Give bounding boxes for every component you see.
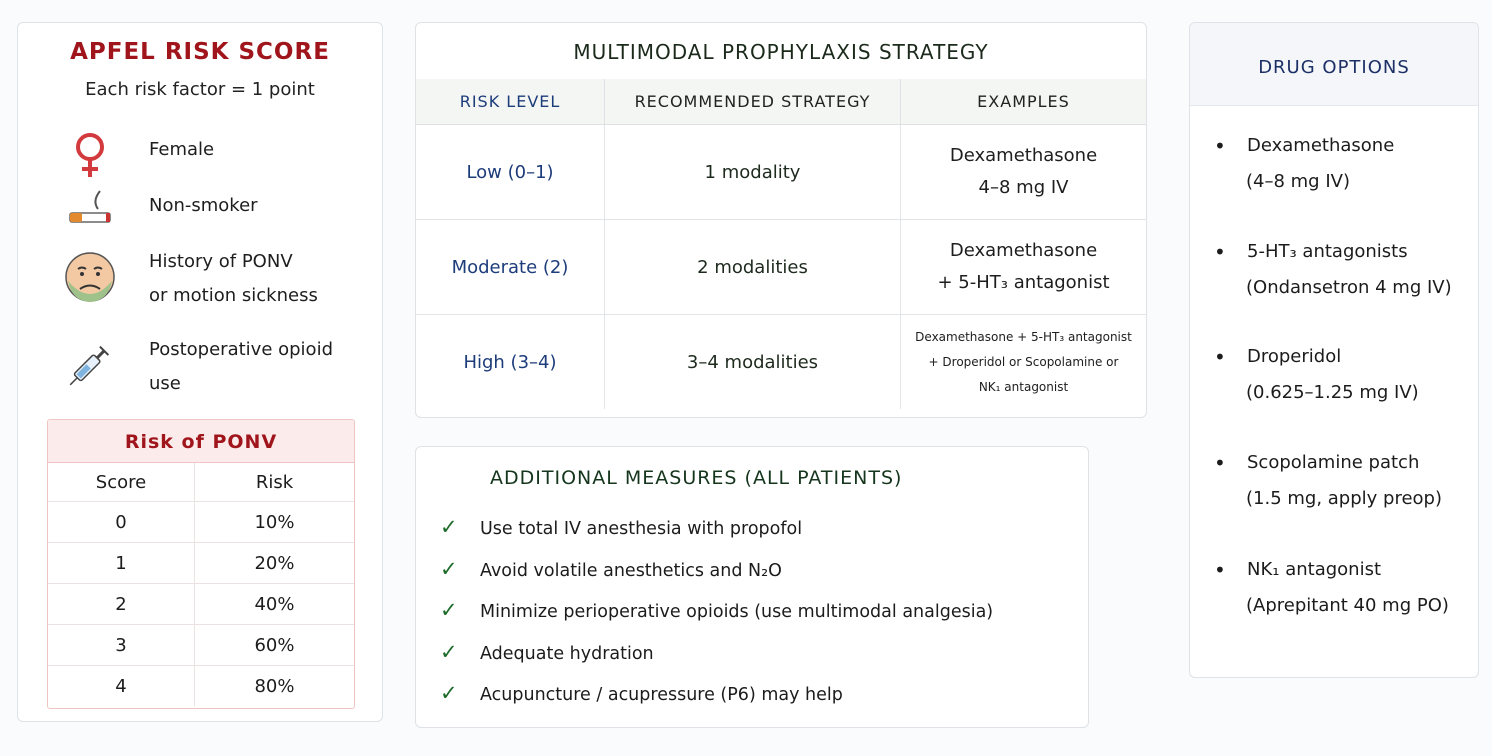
check-icon: ✓ <box>440 515 458 539</box>
female-symbol-icon <box>62 127 118 183</box>
bullet-icon: • <box>1214 558 1226 582</box>
drug-name: Droperidol <box>1247 346 1342 367</box>
list-item <box>440 640 993 682</box>
example-line: NK₁ antagonist <box>978 379 1069 394</box>
factor-label: History of PONV <box>149 251 293 272</box>
measure-text: Minimize perioperative opioids (use multimodal analgesia) <box>480 602 994 622</box>
factor-label: Non-smoker <box>149 195 258 216</box>
table-row <box>48 666 354 707</box>
example-line: + Droperidol or Scopolamine or <box>928 354 1119 369</box>
score-cell: 2 <box>48 584 195 625</box>
apfel-risk-score-card <box>17 22 383 722</box>
table-row <box>48 543 354 584</box>
score-cell: 1 <box>48 543 195 584</box>
example-line: Dexamethasone + 5-HT₃ antagonist <box>915 329 1132 344</box>
ponv-risk-table <box>47 419 355 709</box>
bullet-icon: • <box>1214 345 1226 369</box>
measure-text: Avoid volatile anesthetics and N₂O <box>480 560 782 581</box>
risk-level-cell: Moderate (2) <box>416 220 605 315</box>
example-line: + 5-HT₃ antagonist <box>937 272 1110 293</box>
cigarette-icon <box>62 183 118 239</box>
drug-options-card <box>1189 22 1479 678</box>
risk-table-header-row <box>48 463 354 502</box>
column-header-examples: EXAMPLES <box>901 79 1147 125</box>
score-cell: 3 <box>48 625 195 666</box>
risk-cell: 80% <box>254 675 295 697</box>
apfel-subtitle: Each risk factor = 1 point <box>85 79 315 100</box>
column-header-risk-level: RISK LEVEL <box>416 79 605 125</box>
strategy-card <box>415 22 1147 418</box>
drug-dose: (4–8 mg IV) <box>1246 171 1350 192</box>
risk-factor-ponv-history <box>18 245 382 313</box>
example-line: Dexamethasone <box>949 145 1098 166</box>
syringe-icon <box>62 337 118 393</box>
table-row <box>48 502 354 543</box>
check-icon: ✓ <box>440 639 458 664</box>
drug-dose: (Ondansetron 4 mg IV) <box>1246 277 1452 298</box>
drug-name: NK₁ antagonist <box>1247 559 1382 580</box>
measures-list <box>440 515 993 723</box>
factor-label: Female <box>149 139 215 160</box>
table-row <box>48 584 354 625</box>
drug-dose: (0.625–1.25 mg IV) <box>1246 382 1419 403</box>
examples-cell <box>901 125 1147 220</box>
score-cell: 0 <box>48 502 195 543</box>
additional-measures-card <box>415 446 1089 728</box>
bullet-icon: • <box>1214 134 1226 158</box>
risk-table-grid <box>48 463 354 706</box>
table-row <box>416 125 1146 220</box>
risk-cell: 20% <box>195 543 355 584</box>
list-item <box>440 681 993 723</box>
list-item <box>440 557 993 599</box>
examples-cell <box>901 220 1147 315</box>
check-icon: ✓ <box>440 681 458 705</box>
drug-dose: (Aprepitant 40 mg PO) <box>1246 595 1449 616</box>
measure-text: Use total IV anesthesia with propofol <box>480 519 803 539</box>
strategy-table <box>416 79 1146 409</box>
table-row <box>416 315 1146 410</box>
strategy-header-row <box>416 79 1146 125</box>
bullet-icon: • <box>1214 451 1226 475</box>
drug-dose: (1.5 mg, apply preop) <box>1246 488 1442 509</box>
list-item <box>440 515 993 557</box>
column-header-strategy: RECOMMENDED STRATEGY <box>605 79 901 125</box>
risk-factor-non-smoker <box>18 183 382 239</box>
factor-label: Postoperative opioid <box>149 339 333 360</box>
factor-label: use <box>149 373 181 394</box>
measure-text: Adequate hydration <box>480 643 654 664</box>
risk-cell: 60% <box>195 625 355 666</box>
measures-title: ADDITIONAL MEASURES (ALL PATIENTS) <box>490 467 903 489</box>
table-row <box>48 625 354 666</box>
factor-label: or motion sickness <box>149 285 318 306</box>
table-row <box>416 220 1146 315</box>
strategy-cell: 2 modalities <box>605 220 901 315</box>
apfel-title: APFEL RISK SCORE <box>70 39 330 65</box>
risk-cell: 40% <box>195 584 355 625</box>
strategy-cell: 3–4 modalities <box>605 315 901 410</box>
list-item <box>440 598 993 640</box>
drug-name: 5-HT₃ antagonists <box>1247 241 1408 262</box>
risk-level-cell: High (3–4) <box>416 315 605 410</box>
drug-name: Dexamethasone <box>1247 135 1395 156</box>
risk-level-cell: Low (0–1) <box>416 125 605 220</box>
examples-cell <box>901 315 1147 410</box>
measure-text: Acupuncture / acupressure (P6) may help <box>480 685 843 705</box>
example-line: Dexamethasone <box>949 240 1098 261</box>
drug-name: Scopolamine patch <box>1247 452 1420 473</box>
score-cell: 4 <box>48 666 195 707</box>
risk-cell: 10% <box>195 502 355 543</box>
bullet-icon: • <box>1214 240 1226 264</box>
strategy-title: MULTIMODAL PROPHYLAXIS STRATEGY <box>416 23 1146 80</box>
column-header-score: Score <box>48 463 195 502</box>
check-icon: ✓ <box>440 556 458 581</box>
check-icon: ✓ <box>440 598 458 622</box>
risk-table-title: Risk of PONV <box>48 420 354 463</box>
nauseated-face-icon <box>62 249 118 305</box>
risk-factor-opioid <box>18 333 382 401</box>
risk-factor-female <box>18 127 382 183</box>
drug-options-title: DRUG OPTIONS <box>1258 57 1410 78</box>
strategy-cell: 1 modality <box>605 125 901 220</box>
column-header-risk: Risk <box>195 463 355 502</box>
example-line: 4–8 mg IV <box>978 177 1069 198</box>
